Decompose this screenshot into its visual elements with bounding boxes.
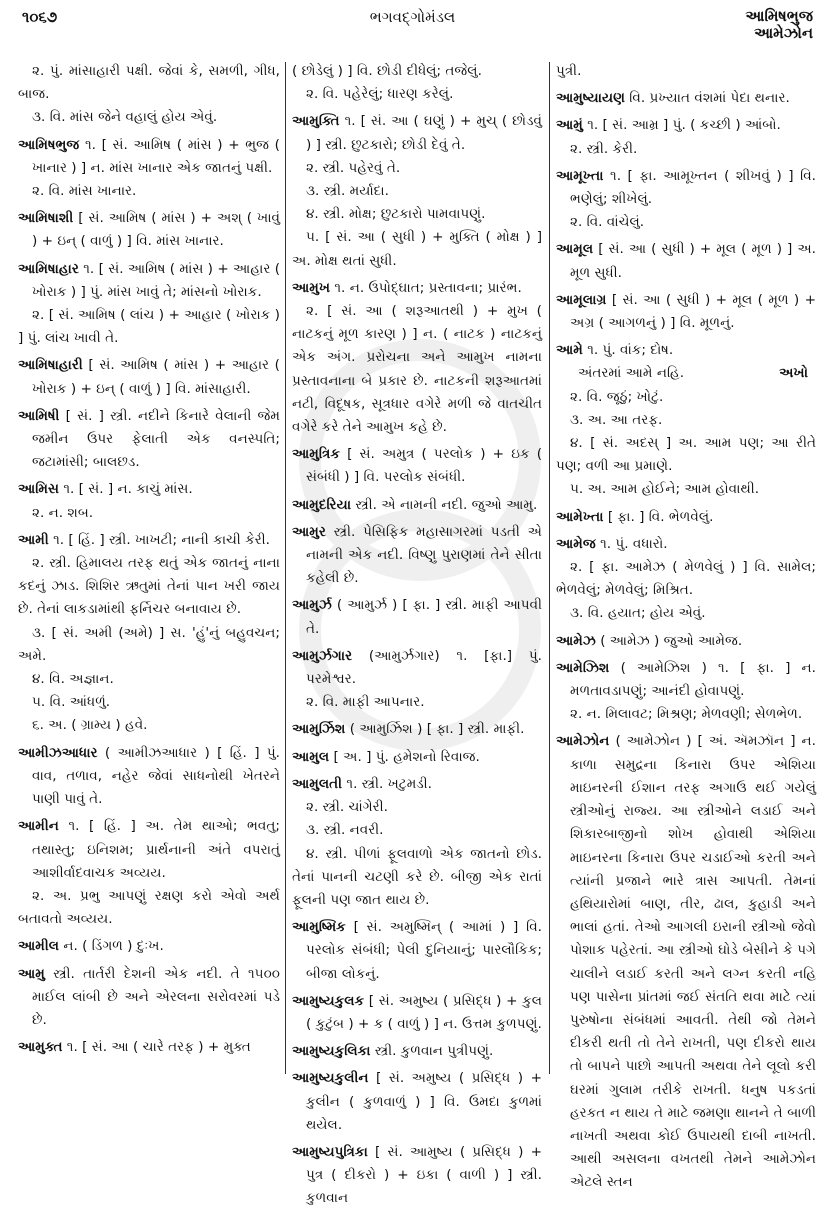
- column-left: [18, 60, 280, 1059]
- dictionary-entry: [292, 746, 542, 769]
- definition-text: ૩. વિ. હયાત; હોય એવું.: [570, 605, 706, 622]
- dictionary-entry: [292, 990, 542, 1036]
- definition-text: ૩. અ. આ તરફ.: [570, 411, 663, 428]
- headword: આમુક્ત: [18, 1039, 63, 1056]
- definition-text: [ સં. આ ( સુધી ) + મૂલ ( મૂળ ) ] અ. મૂળ સુધી.: [570, 241, 816, 281]
- dictionary-entry: [18, 742, 280, 812]
- dictionary-entry: [556, 289, 816, 335]
- headword: આમૂલ: [556, 241, 594, 258]
- dictionary-entry: [18, 207, 280, 253]
- definition-text: ૧. [ હિં. ] અ. તેમ થાઓ; ભવતુ; તથાસ્તુ; ઇનિશમ; પ્રાર્થનાની અંતે વપરાતું આશીર્વાદવાચક અવ્યય.: [32, 818, 280, 881]
- dictionary-entry: [292, 645, 542, 691]
- definition-text: ( આમેઝિશ ) ૧. [ ફા. ] ન. મળતાવડાપણું; આનંદી હોવાપણું.: [570, 659, 816, 700]
- definition-text: (આમુર્ઝગાર) ૧. [ફા.] પું. પરમેશ્વર.: [306, 647, 542, 688]
- entry-sense: [556, 556, 816, 602]
- guide-words: [745, 8, 813, 42]
- definition-text: [ સં. અમુષ્ય ( પ્રસિદ્ધ ) + કુલ ( કુટુંબ ) + ક ( વાળું ) ] ન. ઉત્તમ કુળપણું.: [306, 992, 543, 1032]
- headword: આમીલ: [18, 938, 60, 955]
- headword: આમૂખ્તા: [556, 167, 604, 184]
- dictionary-entry: [18, 935, 280, 958]
- dictionary-entry: [292, 1141, 542, 1211]
- dictionary-entry: [556, 165, 816, 211]
- quotation-attribution: અખો: [779, 365, 808, 382]
- headword: આમુત્રિક: [292, 446, 340, 463]
- headword: આમુર્ઝિશ: [292, 721, 346, 738]
- definition-text: સ્ત્રી. પેસિફિક મહાસાગરમાં પડતી એ નામની એક નદી. વિષ્ણુ પુરાણમાં તેને સીતા કહેલી છે.: [306, 523, 542, 587]
- entry-sense: [292, 691, 542, 714]
- entry-sense: [292, 83, 542, 106]
- column-middle: [292, 60, 542, 1211]
- definition-text: ૨. [ સં. આ ( શરૂઆતથી ) + મુખ ( નાટકનું મૂળ કારણ ) ] ન. ( નાટક ) નાટકનું એક અંગ. પ્રરોચના અને આમુખ નામના પ્રસ્તાવનાના બે પ્રકાર છે. નાટકની શરૂઆતમાં નટી, વિદૂષક, સૂત્રધાર વગેરે મળી જે વાતચીત વગેરે કરે તેને આમુખ કહે છે.: [292, 303, 542, 436]
- definition-text: ( છોડેલું ) ] વિ. છોડી દીધેલું; તજેલું.: [292, 63, 482, 79]
- entry-sense: [18, 180, 280, 203]
- guide-word-first: આમિષભુજ: [745, 7, 813, 25]
- entry-sense: [292, 796, 542, 819]
- headword: આમુદરિયા: [292, 496, 352, 513]
- headword: આમિષાહાર: [18, 260, 79, 277]
- dictionary-entry: [18, 963, 280, 1033]
- entry-sense: [556, 138, 816, 161]
- definition-text: ન. ( ડિંગળ ) દુઃખ.: [63, 938, 164, 955]
- entry-sense: [556, 211, 816, 234]
- entry-sense: [18, 304, 280, 350]
- headword: આમિષી: [18, 407, 60, 424]
- entry-sense: [18, 622, 280, 668]
- dictionary-entry: [556, 506, 816, 529]
- definition-text: ૩. સ્ત્રી. નવરી.: [306, 822, 384, 839]
- dictionary-entry: [292, 494, 542, 517]
- definition-text: ૨. સ્ત્રી. ચાંગેરી.: [306, 799, 388, 816]
- headword: આમુષ્યાયણ: [556, 90, 625, 107]
- dictionary-entry: [556, 114, 816, 137]
- dictionary-entry: [556, 730, 816, 1194]
- headword: આમી: [18, 531, 49, 548]
- entry-sense: [18, 714, 280, 737]
- definition-text: પુત્રી.: [556, 63, 582, 79]
- definition-text: ૨. સ્ત્રી. હિમાલય તરફ થતું એક જાતનું નાના કદનું ઝાડ. શિશિર ઋતુમાં તેનાં પાન ખરી જાય છે. તેનાં લાકડામાંથી ફર્નિચર બનાવાય છે.: [18, 555, 280, 618]
- definition-text: ૨. ન. મિલાવટ; મિશ્રણ; મેળવણી; સેળભેળ.: [570, 706, 803, 723]
- definition-text: ૩. સ્ત્રી. મર્યાદા.: [306, 183, 389, 200]
- definition-text: ( આમુર્ઝ ) [ ફા. ] સ્ત્રી. માફી આપવી તે.: [306, 597, 542, 637]
- headword: આમુષ્યકુલક: [292, 992, 365, 1009]
- definition-text: વિ. પ્રખ્યાત વંશમાં પેદા થનાર.: [629, 90, 790, 107]
- headword: આમે: [556, 342, 583, 359]
- headword: આમુષ્યકુલિકા: [292, 1043, 371, 1060]
- definition-text: ૫. [ સં. આ ( સુધી ) + મુક્તિ ( મોક્ષ ) ] અ. મોક્ષ થતાં સુધી.: [292, 229, 542, 269]
- entry-sense: [556, 602, 816, 625]
- definition-text: ૨. અ. પ્રભુ આપણું રક્ષણ કરો એવો અર્થ બતાવતો અવ્યય.: [18, 887, 280, 928]
- definition-text: ૧. [ હિં. ] સ્ત્રી. ખાખટી; નાની કાચી કેરી.: [53, 531, 270, 548]
- definition-text: ૨. વિ. વાંચેલું.: [570, 214, 645, 231]
- dictionary-entry: [292, 594, 542, 640]
- definition-text: ૧. [ સં. આમિષ ( માંસ ) + ભુજ ( ખાનાર ) ] ન. માંસ ખાનાર એક જાતનું પક્ષી.: [32, 136, 280, 176]
- quotation-text: અંતરમાં આમે નહિ.: [578, 365, 685, 382]
- entry-sense: [18, 60, 280, 106]
- entry-sense: [18, 885, 280, 931]
- definition-text: [ ફા. ] વિ. ભેળવેલું.: [607, 508, 714, 525]
- definition-text: ૨. ન. શબ.: [32, 504, 94, 521]
- definition-text: ૩. [ સં. અમી (અમે) ] સ. 'હું'નું બહુવચન; અમે.: [18, 624, 280, 664]
- definition-text: [ સં. આમિષ ( માંસ ) + આહાર ( ખોરાક ) + ઇન્ ( વાળું ) ] વિ. માંસાહારી.: [32, 357, 280, 397]
- definition-text: ૫. અ. આમ હોઈને; આમ હોવાથી.: [570, 481, 760, 498]
- definition-text: [ સં. આ ( સુધી ) + મૂલ ( મૂળ ) + અગ્ર ( આગળનું ) ] વિ. મૂળનું.: [570, 291, 816, 332]
- entry-sense: [292, 157, 542, 180]
- definition-text: [ સં. આમુષ્ય ( પ્રસિદ્ધ ) + પુત્ર ( દીકરો ) + ઇકા ( વાળી ) ] સ્ત્રી. કુળવાન: [306, 1143, 542, 1207]
- entry-sense: [556, 409, 816, 432]
- column-divider: [549, 62, 550, 1074]
- definition-text: ૬. અ. ( ગ્રામ્ય ) હવે.: [32, 717, 148, 734]
- column-divider: [285, 62, 286, 1074]
- dictionary-entry: [18, 529, 280, 552]
- definition-text: ૨. પું. માંસાહારી પક્ષી. જેવાં કે, સમળી, ગીધ, બાજ.: [18, 63, 280, 103]
- running-title: ભગવદ્ગોમંડલ: [369, 8, 456, 26]
- headword: આમુષ્મિક: [292, 919, 346, 936]
- dictionary-entry: [556, 238, 816, 284]
- dictionary-entry: [292, 443, 542, 489]
- headword: આમુષ્યકુલીન: [292, 1070, 369, 1087]
- definition-text: સ્ત્રી. કુળવાન પુત્રીપણું.: [374, 1043, 494, 1060]
- dictionary-entry: [292, 521, 542, 591]
- definition-text: ૧. પું. વાંક; દોષ.: [587, 342, 674, 359]
- dictionary-entry: [292, 1040, 542, 1063]
- headword: આમુર: [292, 523, 326, 540]
- dictionary-entry: [292, 110, 542, 156]
- entry-sense: [18, 552, 280, 622]
- dictionary-entry: [292, 277, 542, 300]
- definition-text: ૨. [ ફા. આમેઝ ( મેળવેલું ) ] વિ. સામેલ; ભેળવેલું; મેળવેલું; મિશ્રિત.: [556, 559, 816, 599]
- dictionary-entry: [18, 1036, 280, 1059]
- dictionary-entry: [556, 657, 816, 703]
- dictionary-entry: [292, 1067, 542, 1137]
- headword: આમિષાશી: [18, 210, 74, 227]
- headword: આમુક્તિ: [292, 113, 340, 130]
- definition-text: [ અ. ] પું. હમેશનો રિવાજ.: [333, 748, 480, 765]
- headword: આમૂલાગ્ર: [556, 291, 607, 308]
- headword: આમિસ: [18, 481, 59, 498]
- headword: આમિષભુજ: [18, 136, 80, 153]
- dictionary-entry: [18, 478, 280, 501]
- entry-sense: [292, 226, 542, 272]
- page-number: ૧૦૬૭: [22, 8, 58, 26]
- definition-text: ૧. [ ફા. આમૂખ્તન ( શીખવું ) ] વિ. ભણેલું; શીખેલું.: [570, 167, 817, 208]
- definition-text: ૪. [ સં. અદસ્ ] અ. આમ પણ; આ રીતે પણ; વળી આ પ્રમાણે.: [556, 435, 816, 475]
- definition-text: ૩. વિ. માંસ જેને વહાલું હોય એવું.: [32, 109, 218, 126]
- entry-sense: [556, 432, 816, 478]
- headword: આમીન: [18, 818, 59, 835]
- dictionary-entry: [292, 718, 542, 741]
- definition-text: ૧. [ સં. ] ન. કાચું માંસ.: [63, 481, 193, 498]
- column-right: [556, 60, 816, 1195]
- definition-text: ( આમુર્ઝિશ ) [ ફા. ] સ્ત્રી. માફી.: [349, 721, 525, 738]
- headword: આમેઝ: [556, 632, 596, 649]
- definition-text: ૪. વિ. અજ્ઞાન.: [32, 671, 114, 688]
- guide-word-last: આમેઝોન: [754, 24, 813, 42]
- dictionary-entry: [556, 630, 816, 653]
- definition-text: ૨. વિ. માફી આપનાર.: [306, 694, 425, 711]
- headword: આમુલ: [292, 748, 330, 765]
- entry-sense: [556, 703, 816, 726]
- definition-text: ૨. સ્ત્રી. કેરી.: [570, 140, 638, 157]
- definition-text: ૫. વિ. આંધળું.: [32, 694, 111, 711]
- entry-sense: [18, 502, 280, 525]
- entry-sense: [18, 668, 280, 691]
- entry-sense: [292, 843, 542, 913]
- entry-sense: [292, 819, 542, 842]
- headword: આમું: [556, 117, 583, 134]
- definition-text: ( આમીઝઆધાર ) [ હિં. ] પું. વાવ, તળાવ, નહેર જેવાં સાધનોથી ખેતરને પાણી પાવું તે.: [32, 744, 280, 808]
- definition-text: [ સં. અમુષ્ય ( પ્રસિદ્ધ ) + કુલીન ( કુળવાળું ) ] વિ. ઉમદા કુળમાં થયેલ.: [306, 1070, 542, 1133]
- definition-text: સ્ત્રી. તાર્તરી દેશની એક નદી. તે ૧૫૦૦ માઈલ લાંબી છે અને એરલના સરોવરમાં પડે છે.: [32, 965, 280, 1028]
- headword: આમુર્ઝ: [292, 597, 332, 614]
- headword: આમુલતી: [292, 775, 343, 792]
- dictionary-entry: [556, 339, 816, 362]
- dictionary-entry: [18, 258, 280, 304]
- definition-text: [ સં. આમિષ ( માંસ ) + અશ્ ( ખાવું ) + ઇન્ ( વાળું ) ] વિ. માંસ ખાનાર.: [32, 210, 280, 250]
- headword: આમેખ્તા: [556, 508, 604, 525]
- headword: આમુ: [18, 965, 45, 982]
- headword: આમુર્ઝગાર: [292, 647, 353, 664]
- headword: આમીઝઆધાર: [18, 744, 98, 761]
- dictionary-entry: [292, 773, 542, 796]
- definition-text: ૨. વિ. માંસ ખાનાર.: [32, 183, 137, 200]
- definition-text: ૪. સ્ત્રી. પીળાં ફૂલવાળો એક જાતનો છોડ. તેનાં પાનની ચટણી કરે છે. બીજી એક રાતાં ફૂલની પણ જાત થાય છે.: [292, 845, 542, 908]
- entry-continuation: [292, 60, 542, 83]
- headword: આમેઝોન: [556, 733, 610, 750]
- quotation: [556, 362, 816, 385]
- definition-text: ૧. [ સં. આમ્ર ] પું. ( કચ્છી ) આંબો.: [587, 117, 781, 134]
- definition-text: ૧. પું. વધારો.: [600, 535, 668, 552]
- headword: આમેજ: [556, 535, 596, 552]
- definition-text: ૨. વિ. જૂઠું; ખોટું.: [570, 388, 664, 405]
- dictionary-entry: [18, 354, 280, 400]
- entry-sense: [292, 203, 542, 226]
- dictionary-entry: [18, 405, 280, 475]
- entry-continuation: [556, 60, 816, 83]
- dictionary-entry: [18, 815, 280, 885]
- headword: આમેઝિશ: [556, 659, 610, 676]
- definition-text: ૪. સ્ત્રી. મોક્ષ; છુટકારો પામવાપણું.: [306, 206, 486, 223]
- definition-text: [ સં. અમુષ્મિન્ ( આમાં ) ] વિ. પરલોક સંબંધી; પેલી દુનિયાનું; પારલૌકિક; બીજા લોકનું.: [306, 919, 542, 982]
- headword: આમિષાહારી: [18, 357, 83, 374]
- headword: આમુષ્યપુત્રિકા: [292, 1143, 368, 1160]
- entry-sense: [292, 300, 542, 439]
- definition-text: [ સં. ] સ્ત્રી. નદીને કિનારે વેલાની જેમ જમીન ઉપર ફેલાતી એક વનસ્પતિ; જટામાંસી; બાલછડ.: [32, 407, 280, 471]
- definition-text: ૧. [ સં. આ ( ચારે તરફ ) + મુક્ત: [66, 1039, 251, 1056]
- entry-sense: [556, 386, 816, 409]
- definition-text: સ્ત્રી. એ નામની નદી. જુઓ આમુ.: [355, 496, 538, 513]
- entry-sense: [556, 478, 816, 501]
- definition-text: ૧. [ સં. આમિષ ( માંસ ) + આહાર ( ખોરાક ) ] પું. માંસ ખાવું તે; માંસનો ખોરાક.: [32, 260, 280, 300]
- dictionary-entry: [556, 87, 816, 110]
- definition-text: ૧. સ્ત્રી. ખટુમડી.: [346, 775, 432, 792]
- definition-text: ૧. ન. ઉપોદ્ઘાત; પ્રસ્તાવના; પ્રારંભ.: [334, 279, 522, 296]
- entry-sense: [18, 691, 280, 714]
- definition-text: ( આમેઝ ) જુઓ આમેજ.: [600, 632, 743, 649]
- definition-text: ( આમેઝોન ) [ અં. ઍમઝૉન ] ન. કાળા સમુદ્રના કિનારા ઉપર એશિયા માઇનરની ઈશાન તરફ અગાઉ થઈ ગયેલું સ્ત્રીઓનું રાજ્ય. આ સ્ત્રીઓને લડાઈ અને શિકારબાજીનો શોખ હોવાથી એશિયા માઇનરના કિનારા ઉપર ચડાઈઓ કરતી અને ત્યાંની પ્રજાને ભારે ત્રાસ આપતી. તેમનાં હથિયારોમાં બાણ, તીર, ઢાલ, કુહાડી અને ભાલાં હતાં. તેઓ આગલી ઇરાની સ્ત્રીઓ જેવો પોશાક પહેરતાં. આ સ્ત્રીઓ ઘોડે બેસીને કે પગે ચાલીને લડાઈ કરતી અને લગ્ન કરતી નહિ પણ પાસેના પ્રાંતમાં જઈ સંતતિ થવા માટે ત્યાં પુરુષોના સંબંધમાં આવતી. તેથી જો તેમને દીકરી થતી તો તેને રાખતી, પણ દીકરો થાય તો બાપને પાછો આપતી અથવા તેને લૂલો કરી ઘરમાં ગુલામ તરીકે રાખતી. ધનુષ પકડતાં હરકત ન થાય તે માટે જમણા થાનને તે બાળી નાખતી અથવા કોઈ ઉપાયથી દાબી નાખતી. આથી અસલના વખતથી તેમને આમેઝોન એટલે સ્તન: [570, 733, 816, 1191]
- entry-sense: [18, 106, 280, 129]
- headword: આમુખ: [292, 279, 331, 296]
- definition-text: ૨. સ્ત્રી. પહેરવું તે.: [306, 159, 401, 176]
- definition-text: ૨. વિ. પહેરેલું; ધારણ કરેલું.: [306, 86, 454, 103]
- definition-text: ૨. [ સં. આમિષ ( લાંચ ) + આહાર ( ખોરાક ) ] પું. લાંચ ખાવી તે.: [18, 307, 280, 347]
- definition-text: ૧. [ સં. આ ( ઘણું ) + મુચ્ ( છોડવું ) ] સ્ત્રી. છુટકારો; છોડી દેવું તે.: [306, 113, 542, 153]
- dictionary-entry: [556, 533, 816, 556]
- dictionary-entry: [292, 916, 542, 986]
- definition-text: [ સં. અમુત્ર ( પરલોક ) + ઇક ( સંબંધી ) ] વિ. પરલોક સંબંધી.: [306, 446, 542, 486]
- dictionary-entry: [18, 134, 280, 180]
- entry-sense: [292, 180, 542, 203]
